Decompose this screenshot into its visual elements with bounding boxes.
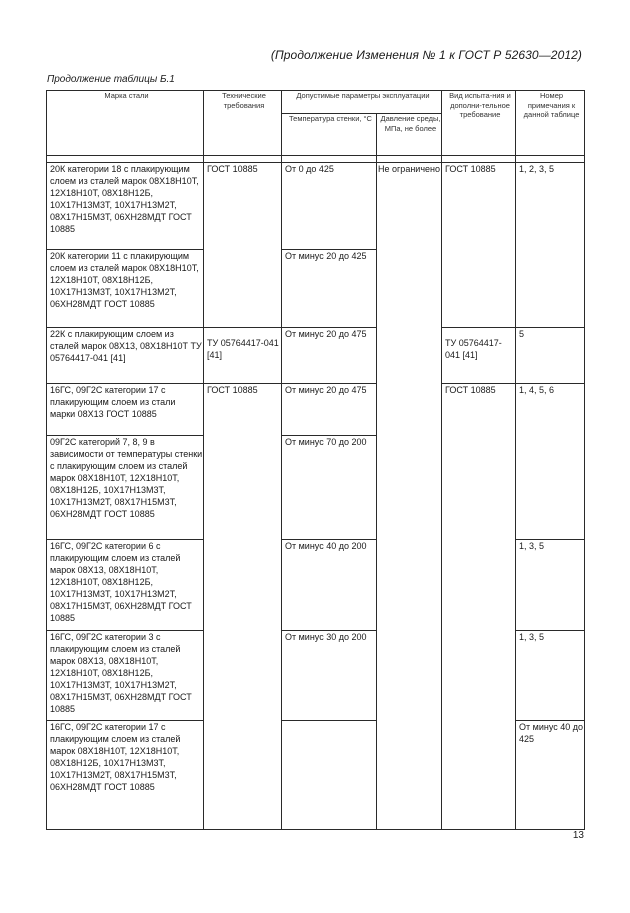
table-row [47,163,585,250]
temperature-cell: От минус 20 до 475 [282,384,377,436]
test-type-cell: ТУ 05764417-041 [41] [442,328,516,384]
header-steel-grade: Марка стали [47,91,204,156]
test-type-cell: ГОСТ 10885 [442,384,516,830]
header-note-number: Номер примечания к данной таблице [516,91,585,156]
steel-grades-table [46,90,585,830]
temperature-cell: От минус 30 до 200 [282,631,377,721]
tech-requirements-cell: ГОСТ 10885 [204,163,282,328]
temperature-cell: От минус 20 до 475 [282,328,377,384]
amendment-header-note: (Продолжение Изменения № 1 к ГОСТ Р 52630—2012) [270,48,582,62]
temperature-cell: От минус 40 до 200 [282,540,377,631]
steel-grade-cell: 16ГС, 09Г2С категории 17 с плакирующим слоем из сталей марок 08Х18Н10Т, 12Х18Н10Т, 08Х18Н12Б, 10Х17Н13М3Т, 10Х17Н13М2Т, 08Х17Н15М3Т, 06ХН28МДТ ГОСТ 10885 [47,721,204,830]
temperature-cell: От минус 70 до 200 [282,436,377,540]
table-spacer-row [47,156,585,163]
notes-cell: 1, 2, 3, 5 [516,163,585,328]
page-number: 13 [572,830,584,841]
table-header-row [47,91,585,114]
tech-requirements-cell: ТУ 05764417-041 [41] [204,328,282,384]
table-caption: Продолжение таблицы Б.1 [47,74,175,85]
temperature-cell: От минус 40 до 425 [516,721,585,830]
tech-requirements-cell [282,721,377,830]
steel-grade-cell: 16ГС, 09Г2С категории 17 с плакирующим слоем из стали марки 08Х13 ГОСТ 10885 [47,384,204,436]
table-row [47,328,585,384]
tech-requirements-cell: ГОСТ 10885 [204,384,282,830]
header-tech-requirements: Технические требования [204,91,282,156]
steel-grade-cell: 16ГС, 09Г2С категории 6 с плакирующим слоем из сталей марок 08Х13, 08Х18Н10Т, 12Х18Н10Т, 08Х18Н12Б, 10Х17Н13М3Т, 10Х17Н13М2Т, 08Х17Н15М3Т, 06ХН28МДТ ГОСТ 10885 [47,540,204,631]
header-permissible-params: Допустимые параметры эксплуатации [282,91,442,114]
test-type-cell: ГОСТ 10885 [442,163,516,328]
temperature-cell: От минус 20 до 425 [282,250,377,328]
notes-cell: 1, 3, 5 [516,540,585,631]
pressure-cell: Не ограничено [377,163,442,830]
notes-cell: 1, 4, 5, 6 [516,384,585,540]
steel-grade-cell: 20К категории 18 с плакирующим слоем из сталей марок 08Х18Н10Т, 12Х18Н10Т, 08Х18Н12Б, 10Х17Н13М3Т, 10Х17Н13М2Т, 08Х17Н15М3Т, 06ХН28МДТ ГОСТ 10885 [47,163,204,250]
notes-cell: 5 [516,328,585,384]
table-row [47,384,585,436]
notes-cell: 1, 3, 5 [516,631,585,721]
steel-grade-cell: 20К категории 11 с плакирующим слоем из сталей марок 08Х18Н10Т, 12Х18Н10Т, 08Х18Н12Б, 10Х17Н13М3Т, 10Х17Н13М2Т, 06ХН28МДТ ГОСТ 10885 [47,250,204,328]
steel-grade-cell: 16ГС, 09Г2С категории 3 с плакирующим слоем из сталей марок 08Х13, 08Х18Н10Т, 12Х18Н10Т, 08Х18Н12Б, 10Х17Н13М3Т, 10Х17Н13М2Т, 08Х17Н15М3Т, 06ХН28МДТ ГОСТ 10885 [47,631,204,721]
header-pressure: Давление среды, МПа, не более [377,114,442,156]
steel-grade-cell: 22К с плакирующим слоем из сталей марок 08Х13, 08Х18Н10Т ТУ 05764417-041 [41] [47,328,204,384]
temperature-cell: От 0 до 425 [282,163,377,250]
steel-grade-cell: 09Г2С категорий 7, 8, 9 в зависимости от температуры стенки с плакирующим слоем из сталей марок 08Х18Н10Т, 12Х18Н10Т, 08Х18Н12Б, 10Х17Н13М3Т, 10Х17Н13М2Т, 08Х17Н15М3Т, 06ХН28МДТ ГОСТ 10885 [47,436,204,540]
header-wall-temperature: Температура стенки, °С [282,114,377,156]
header-test-type: Вид испыта-ния и дополни-тельное требование [442,91,516,156]
